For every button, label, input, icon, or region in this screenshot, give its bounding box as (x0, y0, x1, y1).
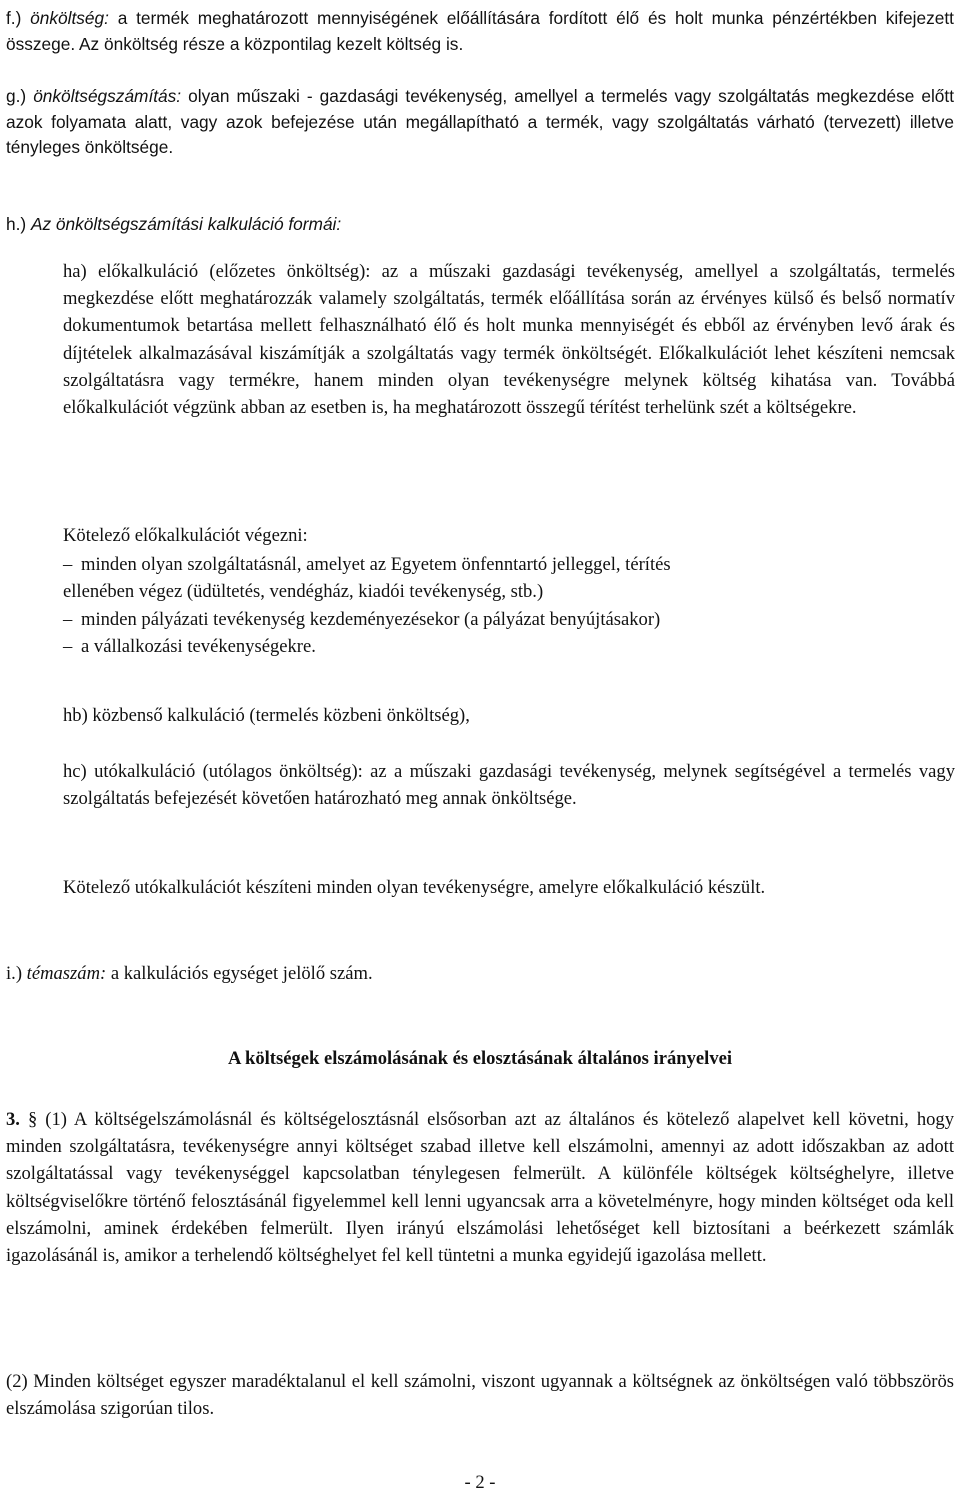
dash-marker: – (63, 635, 73, 657)
section-symbol: § (19, 1109, 46, 1130)
section-hc (63, 758, 955, 812)
mandatory-pre-item-1: – minden olyan szolgáltatásnál, amelyet az Egyetem önfenntartó jelleggel, térítés (63, 551, 955, 578)
dash-marker: – (63, 554, 73, 576)
section-g-text: olyan műszaki - gazdasági tevékenység, amellyel a termelés vagy szolgáltatás megkezdése előtt azok folyamata alatt, vagy azok befejezése után megállapítható a termék, vagy szolgáltatás várható (tervezett) illetve tényleges önköltsége. (6, 86, 954, 157)
section-f-term: önköltség: (30, 8, 109, 28)
section-g-prefix: g.) (6, 86, 34, 106)
mandatory-pre-item-3: – a vállalkozási tevékenységekre. (63, 633, 955, 660)
mandatory-pre-item-2: – minden pályázati tevékenység kezdeményezésekor (a pályázat benyújtásakor) (63, 606, 955, 633)
section-ha (63, 258, 955, 421)
section-h-term: Az önköltségszámítási kalkuláció formái: (30, 214, 342, 234)
section-g-term: önköltségszámítás: (33, 86, 182, 106)
section-i-text: a kalkulációs egységet jelölő szám. (106, 963, 373, 984)
mandatory-pre-intro: Kötelező előkalkulációt végezni: (63, 525, 308, 546)
section-f-text: a termék meghatározott mennyiségének előállítására fordított élő és holt munka pénzértékben kifejezett összege. Az önköltség része a központilag kezelt költség is. (6, 8, 954, 54)
section-h (6, 212, 954, 238)
mandatory-post-block (63, 874, 955, 901)
mandatory-pre-item-1-cont: ellenében végez (üdültetés, vendégház, kiadói tevékenység, stb.) (63, 581, 544, 603)
section-hb-text: hb) közbenső kalkuláció (termelés közbeni önköltség), (63, 705, 470, 726)
paragraph-3-1-text: (1) A költségelszámolásnál és költségelosztásnál elsősorban azt az általános és kötelező alapelvet kell követni, hogy minden szolgáltatásra, tevékenységre annyi költséget szabad illetve kell elszámolni, amennyi az adott időszakban az adott szolgáltatással vagy tevékenységgel kapcsolatban ténylegesen felmerült. A különféle költségek költséghelyre, illetve költségviselőkre történő felosztásánál figyelemmel kell lenni ugyancsak arra a követelményre, hogy minden költséget oda kell elszámolni, aminek érdekében felmerült. Ilyen irányú elszámolási lehetőséget kell biztosítani a beérkezett számlák igazolásánál is, amikor a terhelendő költséghelyet fel kell tüntetni a munka egyidejű igazolása mellett. (6, 1109, 955, 1267)
paragraph-3-number: 3. (6, 1109, 20, 1130)
section-i-prefix: i.) (6, 963, 27, 984)
section-f-prefix: f.) (6, 8, 31, 28)
section-heading: A költségek elszámolásának és elosztásának általános irányelvei (227, 1048, 733, 1069)
paragraph-3-1 (6, 1106, 954, 1269)
paragraph-3-2 (6, 1368, 954, 1422)
section-f (6, 6, 954, 57)
section-ha-text: ha) előkalkuláció (előzetes önköltség): az a műszaki gazdasági tevékenység, amellyel a szolgáltatás, termelés megkezdése előtt meghatározzák valamely szolgáltatás, termék előállítása során az érvényes külső és belső normatív dokumentumok betartása mellett felhasználható élő és holt munka mennyiségét és ebből az érvényben levő árak és díjtételek alkalmazásával kiszámítják a szolgáltatás vagy termék önköltségét. Előkalkulációt lehet készíteni nemcsak szolgáltatásra vagy termékre, hanem minden olyan tevékenységre melynek költség kihatása van. Továbbá előkalkulációt végzünk abban az esetben is, ha meghatározott összegű térítést terhelünk szét a költségekre. (63, 261, 955, 419)
section-h-prefix: h.) (6, 214, 31, 234)
section-g (6, 84, 954, 161)
section-hb (63, 702, 955, 729)
section-i-term: témaszám: (26, 963, 107, 984)
section-i (6, 960, 954, 987)
mandatory-pre-block (63, 522, 955, 660)
mandatory-post-text: Kötelező utókalkulációt készíteni minden olyan tevékenységre, amelyre előkalkuláció készült. (63, 877, 766, 898)
page-number: - 2 - (464, 1472, 496, 1493)
section-hc-text: hc) utókalkuláció (utólagos önköltség): az a műszaki gazdasági tevékenység, melynek segítségével a termelés vagy szolgáltatás befejezését követően határozható meg annak önköltsége. (63, 761, 955, 810)
paragraph-3-2-text: (2) Minden költséget egyszer maradéktalanul el kell számolni, viszont ugyannak a költségnek az önköltségen való többszörös elszámolása szigorúan tilos. (6, 1371, 954, 1420)
dash-marker: – (63, 608, 73, 630)
